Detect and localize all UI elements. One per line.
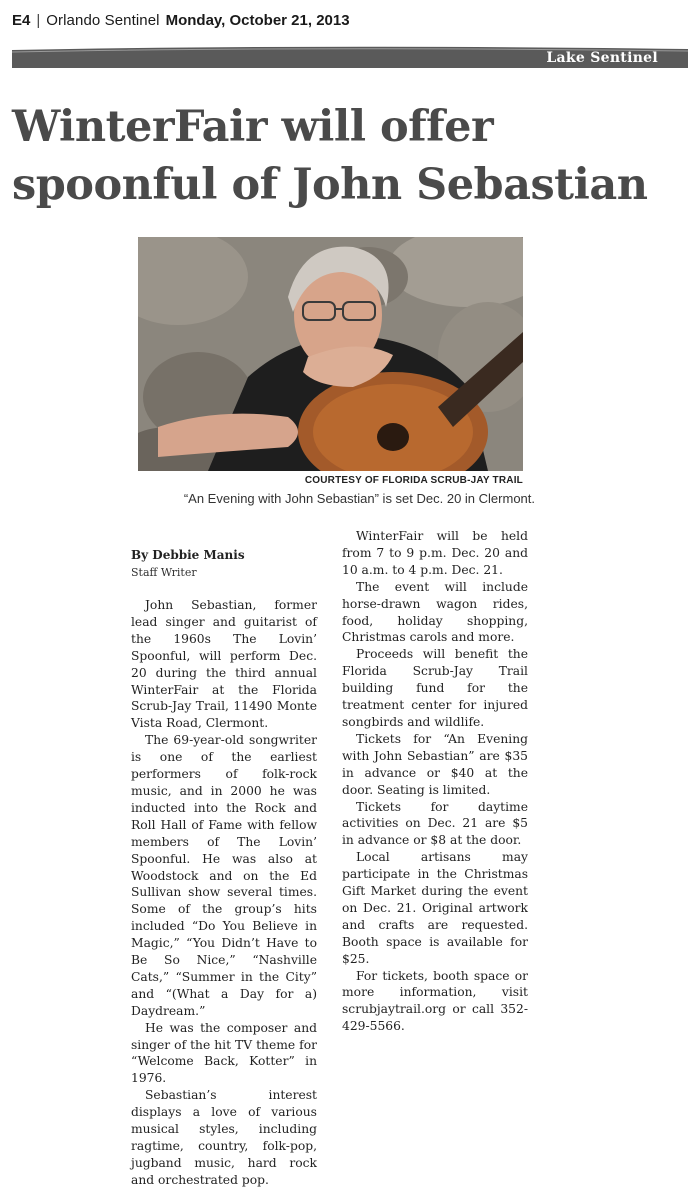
paragraph: Proceeds will benefit the Florida Scrub-Jay Trail building fund for the treatment center for injured songbirds and wildlife. — [342, 647, 528, 729]
section-band — [12, 46, 688, 70]
byline-author: By Debbie Manis — [131, 548, 245, 562]
photo-caption: “An Evening with John Sebastian” is set Dec. 20 in Clermont. — [183, 491, 535, 506]
page-number: E4 — [12, 11, 31, 29]
article-column-right — [342, 528, 528, 1035]
photo-illustration — [138, 237, 523, 471]
publication-date: Monday, October 21, 2013 — [165, 11, 350, 29]
paragraph: Sebastian’s interest displays a love of various musical styles, including ragtime, country, folk-pop, jugband music, hard rock and orchestrated pop. — [131, 1088, 317, 1187]
article-column-left — [131, 597, 317, 1189]
paragraph: Tickets for “An Evening with John Sebastian” are $35 in advance or $40 at the door. Seating is limited. — [342, 731, 528, 797]
photo-credit: COURTESY OF FLORIDA SCRUB-JAY TRAIL — [304, 475, 523, 486]
article-photo — [138, 237, 523, 471]
masthead — [12, 8, 692, 32]
section-name: Lake Sentinel — [546, 50, 658, 66]
masthead-separator: | — [36, 11, 41, 29]
paragraph: For tickets, booth space or more information, visit scrubjaytrail.org or call 352-429-5566. — [342, 968, 528, 1034]
paragraph: Tickets for daytime activities on Dec. 21 are $5 in advance or $8 at the door. — [342, 799, 528, 848]
paragraph: John Sebastian, former lead singer and guitarist of the 1960s The Lovin’ Spoonful, will perform Dec. 20 during the third annual WinterFair at the Florida Scrub-Jay Trail, 11490 Monte Vista Road, Clermont. — [131, 598, 317, 731]
paragraph: WinterFair will be held from 7 to 9 p.m. Dec. 20 and 10 a.m. to 4 p.m. Dec. 21. — [342, 529, 528, 577]
paragraph: Local artisans may participate in the Christmas Gift Market during the event on Dec. 21. Original artwork and crafts are requested. Booth space is available for $25. — [342, 850, 528, 966]
byline-role: Staff Writer — [131, 566, 197, 579]
newspaper-name: Orlando Sentinel — [46, 11, 160, 29]
headline: WinterFair will offer spoonful of John Sebastian — [12, 102, 648, 210]
paragraph: He was the composer and singer of the hit TV theme for “Welcome Back, Kotter” in 1976. — [131, 1020, 317, 1086]
paragraph: The 69-year-old songwriter is one of the earliest performers of folk-rock music, and in 2000 he was inducted into the Rock and Roll Hall of Fame with fellow members of The Lovin’ Spoonful. He was also at Woodstock and on the Ed Sullivan show several times. Some of the group’s hits included “Do You Believe in Magic,” “You Didn’t Have to Be So Nice,” “Nashville Cats,” “Summer in the City” and “(What a Day for a) Daydream.” — [131, 733, 317, 1018]
paragraph: The event will include horse-drawn wagon rides, food, holiday shopping, Christmas carols and more. — [342, 579, 528, 645]
